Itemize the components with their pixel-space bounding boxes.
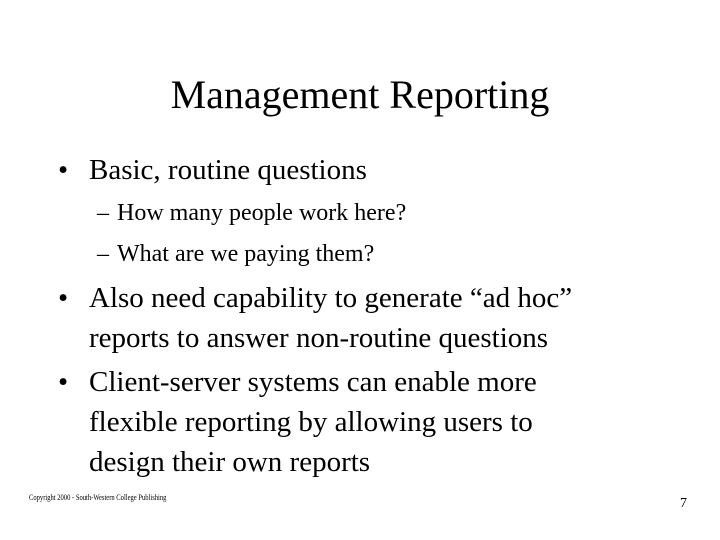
bullet-item [58,150,698,190]
sub-bullet-text: How many people work here? [117,200,407,226]
sub-bullet-marker: – [97,200,109,226]
slide-title: Management Reporting [170,72,550,117]
copyright-footer: Copyright 2000 - South-Western College Publishing [29,493,167,502]
bullet-text-line: flexible reporting by allowing users to [89,406,533,438]
bullet-item [58,278,698,358]
page-number: 7 [680,496,687,511]
sub-bullet-text: What are we paying them? [117,241,375,267]
bullet-marker: • [58,154,69,186]
bullet-text-line: Client-server systems can enable more [89,366,537,398]
bullet-marker: • [58,366,69,398]
bullet-text-line: design their own reports [89,446,371,478]
bullet-text-line: Also need capability to generate “ad hoc” [89,282,573,314]
bullet-text: Basic, routine questions [89,154,367,186]
bullet-marker: • [58,282,69,314]
sub-bullet-item [97,196,697,230]
sub-bullet-marker: – [97,241,109,267]
sub-bullet-item [97,237,697,271]
bullet-item [58,362,698,482]
bullet-text-line: reports to answer non-routine questions [89,322,549,354]
